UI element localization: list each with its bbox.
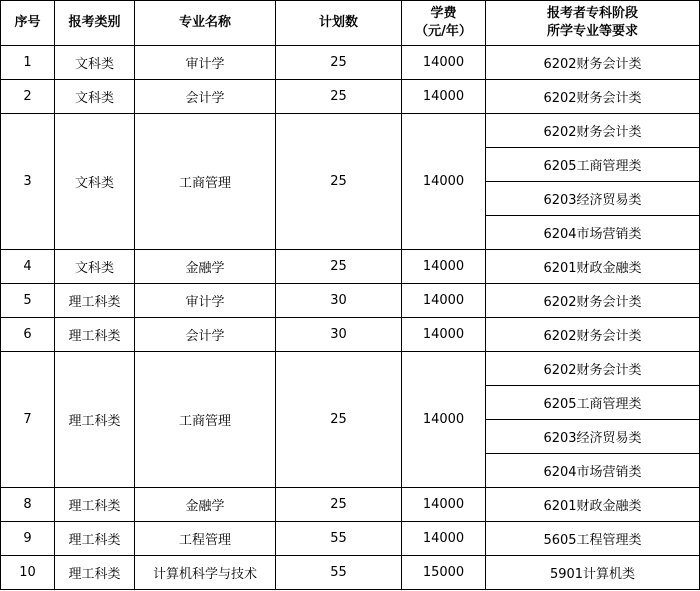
row-category: 理工科类 — [55, 284, 135, 318]
row-index: 10 — [1, 556, 55, 590]
row-major: 工商管理 — [135, 352, 276, 488]
header-index: 序号 — [1, 1, 55, 46]
row-category: 文科类 — [55, 80, 135, 114]
table-row — [1, 80, 700, 114]
row-category: 理工科类 — [55, 488, 135, 522]
row-major: 会计学 — [135, 318, 276, 352]
row-requirement: 6205工商管理类 — [486, 148, 700, 182]
row-quota: 25 — [276, 114, 402, 250]
row-requirement: 6202财务会计类 — [486, 352, 700, 386]
table-row — [1, 488, 700, 522]
row-tuition: 14000 — [402, 318, 486, 352]
row-category: 理工科类 — [55, 352, 135, 488]
row-index: 1 — [1, 46, 55, 80]
row-tuition: 14000 — [402, 284, 486, 318]
row-tuition: 14000 — [402, 488, 486, 522]
header-quota: 计划数 — [276, 1, 402, 46]
row-index: 3 — [1, 114, 55, 250]
row-tuition: 15000 — [402, 556, 486, 590]
table-row — [1, 522, 700, 556]
row-requirement: 6202财务会计类 — [486, 284, 700, 318]
row-category: 文科类 — [55, 46, 135, 80]
row-major: 审计学 — [135, 284, 276, 318]
header-tuition — [402, 1, 486, 46]
row-category: 理工科类 — [55, 318, 135, 352]
table-row — [1, 46, 700, 80]
row-major: 金融学 — [135, 250, 276, 284]
row-major: 金融学 — [135, 488, 276, 522]
row-quota: 30 — [276, 284, 402, 318]
row-index: 4 — [1, 250, 55, 284]
row-tuition: 14000 — [402, 352, 486, 488]
row-index: 5 — [1, 284, 55, 318]
row-quota: 55 — [276, 522, 402, 556]
row-quota: 25 — [276, 80, 402, 114]
row-requirement: 6203经济贸易类 — [486, 420, 700, 454]
row-quota: 55 — [276, 556, 402, 590]
row-tuition: 14000 — [402, 114, 486, 250]
row-category: 理工科类 — [55, 522, 135, 556]
table-row — [1, 114, 700, 148]
table-row — [1, 284, 700, 318]
row-index: 8 — [1, 488, 55, 522]
row-category: 文科类 — [55, 250, 135, 284]
table-body — [1, 46, 700, 590]
row-requirement: 6205工商管理类 — [486, 386, 700, 420]
row-requirement: 6201财政金融类 — [486, 488, 700, 522]
row-category: 理工科类 — [55, 556, 135, 590]
row-major: 计算机科学与技术 — [135, 556, 276, 590]
row-category: 文科类 — [55, 114, 135, 250]
row-tuition: 14000 — [402, 80, 486, 114]
header-major: 专业名称 — [135, 1, 276, 46]
row-requirement: 6202财务会计类 — [486, 114, 700, 148]
row-major: 工程管理 — [135, 522, 276, 556]
table-row — [1, 250, 700, 284]
row-quota: 30 — [276, 318, 402, 352]
row-quota: 25 — [276, 46, 402, 80]
header-requirements-line1: 报考者专科阶段 — [546, 6, 638, 21]
row-requirement: 5605工程管理类 — [486, 522, 700, 556]
row-major: 会计学 — [135, 80, 276, 114]
header-row — [1, 1, 700, 46]
header-category: 报考类别 — [55, 1, 135, 46]
row-quota: 25 — [276, 488, 402, 522]
row-tuition: 14000 — [402, 250, 486, 284]
row-requirement: 6204市场营销类 — [486, 216, 700, 250]
row-requirement: 6203经济贸易类 — [486, 182, 700, 216]
row-requirement: 6204市场营销类 — [486, 454, 700, 488]
row-tuition: 14000 — [402, 46, 486, 80]
row-index: 9 — [1, 522, 55, 556]
row-major: 审计学 — [135, 46, 276, 80]
row-quota: 25 — [276, 352, 402, 488]
row-quota: 25 — [276, 250, 402, 284]
table-row — [1, 556, 700, 590]
table-row — [1, 352, 700, 386]
row-major: 工商管理 — [135, 114, 276, 250]
row-requirement: 5901计算机类 — [486, 556, 700, 590]
row-index: 7 — [1, 352, 55, 488]
row-index: 2 — [1, 80, 55, 114]
row-requirement: 6202财务会计类 — [486, 318, 700, 352]
header-tuition-line1: 学费 — [430, 6, 457, 21]
table-row — [1, 318, 700, 352]
header-requirements — [486, 1, 700, 46]
row-requirement: 6202财务会计类 — [486, 46, 700, 80]
row-requirement: 6202财务会计类 — [486, 80, 700, 114]
header-tuition-line2: （元/年） — [415, 24, 472, 39]
row-tuition: 14000 — [402, 522, 486, 556]
header-requirements-line2: 所学专业等要求 — [546, 24, 638, 39]
row-index: 6 — [1, 318, 55, 352]
row-requirement: 6201财政金融类 — [486, 250, 700, 284]
